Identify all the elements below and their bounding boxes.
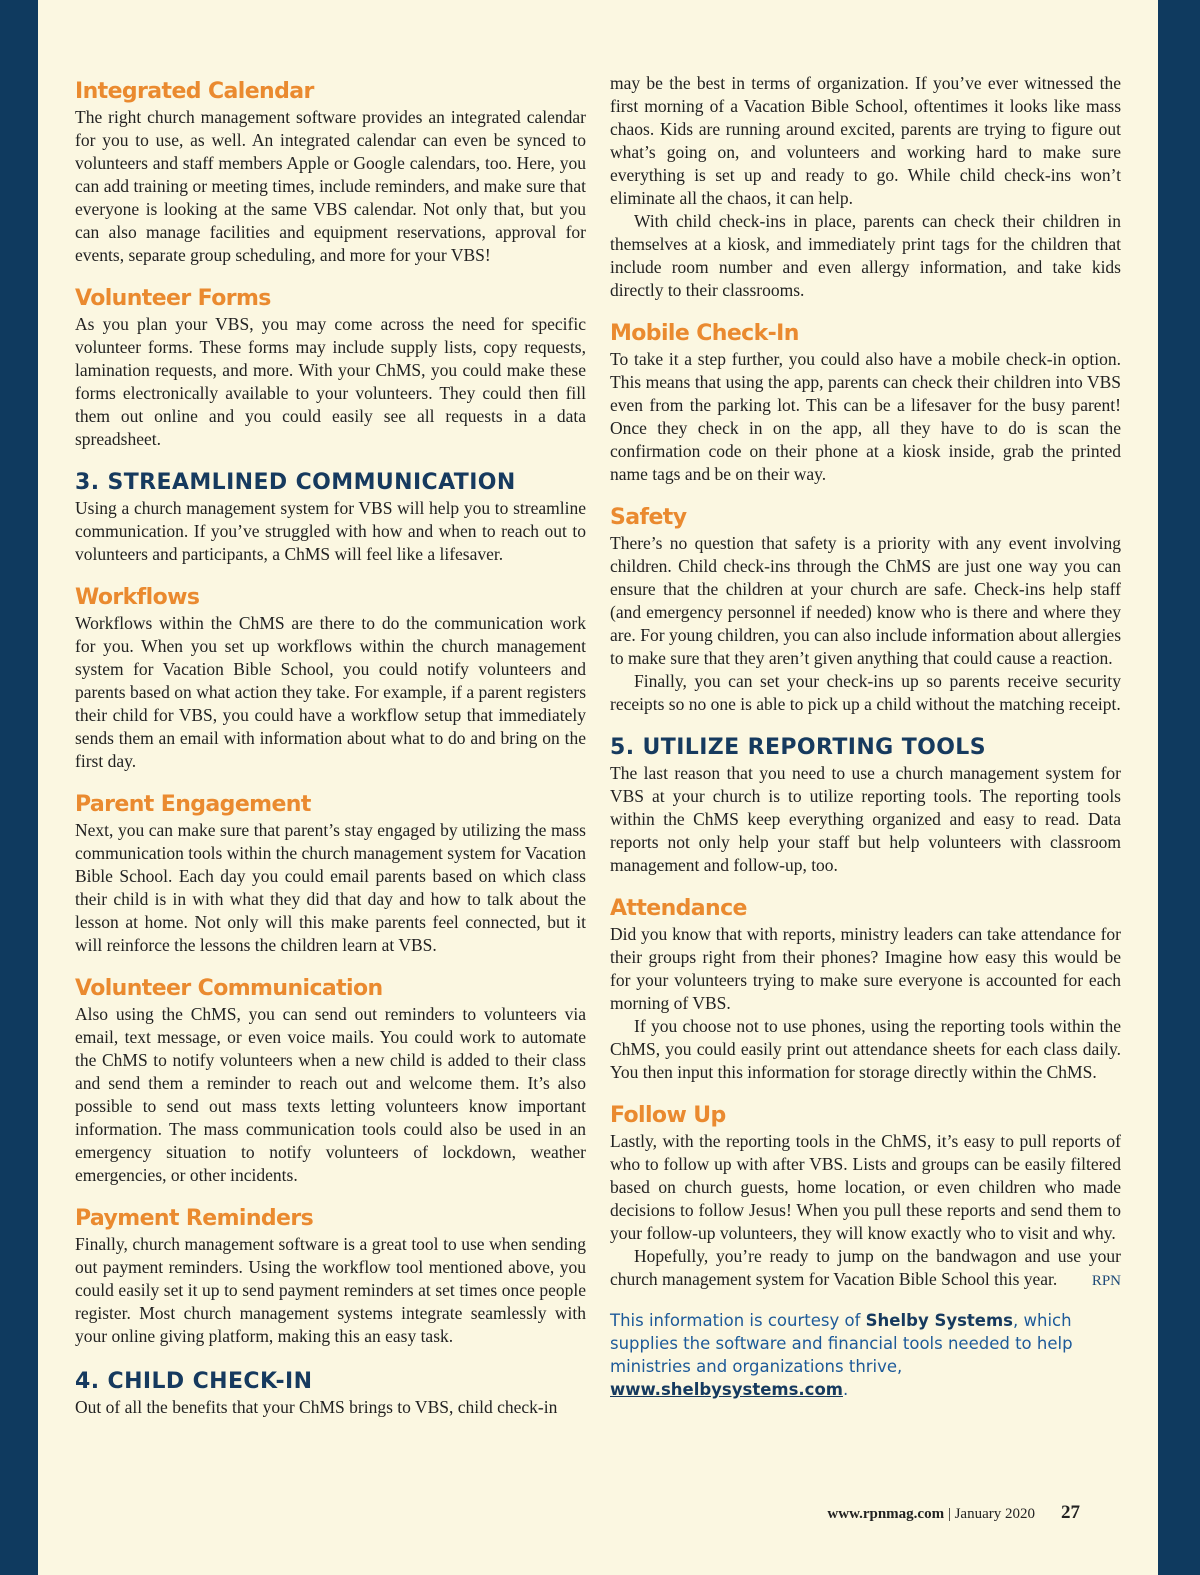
closing-text: Hopefully, you’re ready to jump on the bandwagon and use your church management system for Vacation Bible School this year.: [610, 1246, 1121, 1289]
section-heading-3: 3. STREAMLINED COMMUNICATION: [75, 470, 516, 495]
footer-separator: |: [944, 1506, 955, 1522]
footer-site: www.rpnmag.com: [827, 1506, 945, 1522]
paragraph: With child check-ins in place, parents can check their children in themselves at a kiosk, and immediately print tags for the children that include room number and even allergy information, and take kids directly to their classrooms.: [610, 211, 1121, 300]
shelby-link[interactable]: www.shelbysystems.com: [610, 1380, 843, 1399]
company-name: Shelby Systems: [865, 1311, 1013, 1330]
paragraph: If you choose not to use phones, using the reporting tools within the ChMS, you could easily print out attendance sheets for each class daily. You then input this information for storage directly within the ChMS.: [610, 1016, 1121, 1082]
paragraph: Next, you can make sure that parent’s stay engaged by utilizing the mass communication tools within the church management system for Vacation Bible School. Each day you could email parents based on which class their child is in with what they did that day and how to talk about the lesson at home. Not only will this make parents feel connected, but it will reinforce the lessons the children learn at VBS.: [75, 820, 586, 955]
closing-paragraph: [610, 1245, 1121, 1291]
right-column: [610, 0, 1121, 1401]
paragraph: Also using the ChMS, you can send out reminders to volunteers via email, text message, or even voice mails. You could work to automate the ChMS to notify volunteers when a new child is added to their class and send them a reminder to reach out and welcome them. It’s also possible to send out mass texts letting volunteers know important information. The mass communication tools could also be used in an emergency situation to notify volunteers of lockdown, weather emergencies, or other incidents.: [75, 1004, 586, 1185]
heading-parent-engagement: Parent Engagement: [75, 792, 311, 817]
paragraph: As you plan your VBS, you may come across the need for specific volunteer forms. These forms may include supply lists, copy requests, lamination requests, and more. With your ChMS, you could make these forms electronically available to your volunteers. They could then fill them out online and you could easily see all requests in a data spreadsheet.: [75, 314, 586, 449]
left-column: [75, 0, 586, 1419]
rpn-signoff: RPN: [1091, 1273, 1121, 1289]
paragraph: Lastly, with the reporting tools in the ChMS, it’s easy to pull reports of who to follow up with after VBS. Lists and groups can be easily filtered based on church guests, home location, or even children who made decisions to follow Jesus! When you pull these reports and send them to your follow-up volunteers, they will know exactly who to visit and why.: [610, 1131, 1121, 1243]
paragraph: Finally, church management software is a great tool to use when sending out payment reminders. Using the workflow tool mentioned above, you could easily set it up to send payment reminders at set times once people register. Most church management systems integrate seamlessly with your online giving platform, making this an easy task.: [75, 1234, 586, 1346]
paragraph: The right church management software provides an integrated calendar for you to use, as well. An integrated calendar can even be synced to volunteers and staff members Apple or Google calendars, too. Here, you can add training or meeting times, include reminders, and make sure that everyone is looking at the same VBS calendar. Not only that, but you can also manage facilities and equipment reservations, approval for events, separate group scheduling, and more for your VBS!: [75, 107, 586, 265]
heading-workflows: Workflows: [75, 585, 200, 610]
heading-payment-reminders: Payment Reminders: [75, 1206, 314, 1231]
page-number: 27: [1061, 1502, 1080, 1523]
magazine-page: [38, 0, 1158, 1575]
courtesy-credit: [610, 1309, 1121, 1401]
paragraph: Workflows within the ChMS are there to do the communication work for you. When you set up workflows within the church management system for Vacation Bible School, you could notify volunteers and parents based on what action they take. For example, if a parent registers their child for VBS, you could have a workflow setup that immediately sends them an email with information about what to do and bring on the first day.: [75, 613, 586, 771]
heading-safety: Safety: [610, 505, 687, 530]
footer-date: January 2020: [954, 1506, 1035, 1522]
heading-integrated-calendar: Integrated Calendar: [75, 79, 314, 104]
section-heading-4: 4. CHILD CHECK-IN: [75, 1369, 313, 1394]
credit-text: This information is courtesy of: [610, 1311, 866, 1330]
heading-volunteer-forms: Volunteer Forms: [75, 286, 271, 311]
page-footer: [827, 1502, 1080, 1524]
paragraph: Finally, you can set your check-ins up so parents receive security receipts so no one is able to pick up a child without the matching receipt.: [610, 671, 1121, 714]
paragraph: Using a church management system for VBS will help you to streamline communication. If you’ve struggled with how and when to reach out to volunteers and participants, a ChMS will feel like a lifesaver.: [75, 498, 586, 564]
heading-attendance: Attendance: [610, 896, 747, 921]
paragraph: To take it a step further, you could also have a mobile check-in option. This means that using the app, parents can check their children into VBS even from the parking lot. This can be a lifesaver for the busy parent! Once they check in on the app, all they have to do is scan the confirmation code on their phone at a kiosk inside, grab the printed name tags and be on their way.: [610, 349, 1121, 484]
paragraph: may be the best in terms of organization. If you’ve ever witnessed the first morning of a Vacation Bible School, oftentimes it looks like mass chaos. Kids are running around excited, parents are trying to figure out what’s going on, and volunteers and working hard to make sure everything is set up and ready to go. While child check-ins won’t eliminate all the chaos, it can help.: [610, 73, 1121, 208]
section-heading-5: 5. UTILIZE REPORTING TOOLS: [610, 735, 986, 760]
credit-text: , which supplies the software and financial tools needed to help ministries and organizations thrive,: [610, 1311, 1073, 1376]
paragraph: Out of all the benefits that your ChMS brings to VBS, child check-in: [75, 1397, 558, 1417]
paragraph: Did you know that with reports, ministry leaders can take attendance for their groups right from their phones? Imagine how easy this would be for your volunteers trying to make sure everyone is accounted for each morning of VBS.: [610, 924, 1121, 1013]
credit-text: .: [843, 1380, 849, 1399]
heading-volunteer-communication: Volunteer Communication: [75, 976, 383, 1001]
heading-mobile-check-in: Mobile Check-In: [610, 321, 799, 346]
heading-follow-up: Follow Up: [610, 1103, 726, 1128]
paragraph: The last reason that you need to use a church management system for VBS at your church is to utilize reporting tools. The reporting tools within the ChMS keep everything organized and easy to read. Data reports not only help your staff but help volunteers with classroom management and follow-up, too.: [610, 763, 1121, 875]
paragraph: There’s no question that safety is a priority with any event involving children. Child check-ins through the ChMS are just one way you can ensure that the children at your church are safe. Check-ins help staff (and emergency personnel if needed) know who is there and where they are. For young children, you can also include information about allergies to make sure that they aren’t given anything that could cause a reaction.: [610, 533, 1121, 668]
